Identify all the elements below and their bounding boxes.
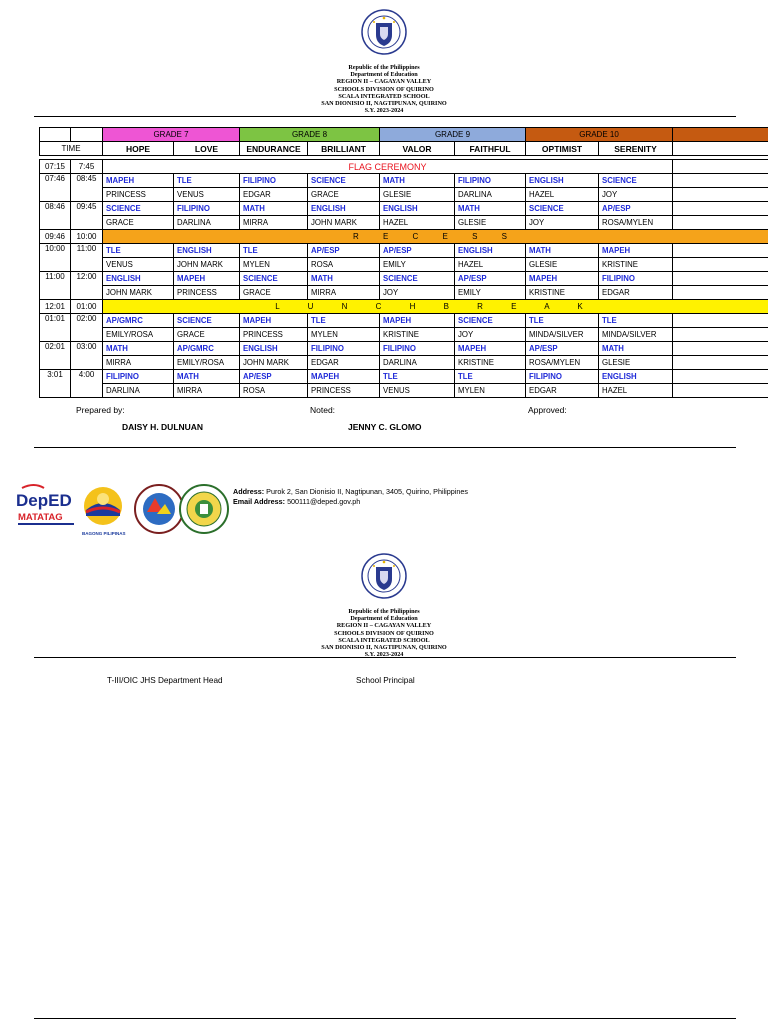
period-subject-row xyxy=(40,342,768,356)
subject-cell: MAPEH xyxy=(455,342,526,356)
teacher-cell: DARLINA xyxy=(174,216,240,230)
teacher-cell: ROSA/MYLEN xyxy=(526,356,599,370)
subject-cell: MATH xyxy=(599,342,673,356)
period-start: 01:01 xyxy=(40,314,71,342)
teacher-cell: MINDA/SILVER xyxy=(526,328,599,342)
period-subject-row xyxy=(40,244,768,258)
period-start: 07:15 xyxy=(40,160,71,174)
teacher-cell: GRACE xyxy=(103,216,174,230)
lunch-row xyxy=(40,300,768,314)
subject-cell: TLE xyxy=(455,370,526,384)
period-end: 03:00 xyxy=(71,342,103,370)
teacher-cell: VENUS xyxy=(380,384,455,398)
teacher-cell: PRINCESS xyxy=(174,286,240,300)
lh-school: SCALA INTEGRATED SCHOOL xyxy=(338,636,430,644)
email-label: Email Address: xyxy=(233,496,286,506)
subject-cell: MAPEH xyxy=(103,174,174,188)
teacher-cell: DARLINA xyxy=(380,356,455,370)
section-header: HOPE xyxy=(103,142,174,156)
letterhead-top xyxy=(0,9,768,114)
period-subject-row xyxy=(40,272,768,286)
grade-header-row xyxy=(40,128,768,142)
header-rule xyxy=(34,116,736,117)
teacher-cell: VENUS xyxy=(103,258,174,272)
subject-cell: MATH xyxy=(380,174,455,188)
period-teacher-row xyxy=(40,328,768,342)
subject-cell: FILIPINO xyxy=(240,174,308,188)
period-start: 02:01 xyxy=(40,342,71,370)
subject-cell: MAPEH xyxy=(599,244,673,258)
lh-division: SCHOOLS DIVISION OF QUIRINO xyxy=(334,629,434,637)
subject-cell: MATH xyxy=(455,202,526,216)
subject-cell: FILIPINO xyxy=(526,370,599,384)
lh-region: REGION II – CAGAYAN VALLEY xyxy=(336,622,432,630)
teacher-cell: KRISTINE xyxy=(599,258,673,272)
lh-republic: Republic of the Philippines xyxy=(348,608,420,615)
period-end: 7:45 xyxy=(71,160,103,174)
footer-contact xyxy=(233,487,468,506)
period-end: 4:00 xyxy=(71,370,103,398)
teacher-cell: EMILY/ROSA xyxy=(174,356,240,370)
period-teacher-row xyxy=(40,356,768,370)
lh-school-year: S.Y. 2023-2024 xyxy=(364,651,404,659)
recess-row xyxy=(40,230,768,244)
subject-cell: MAPEH xyxy=(526,272,599,286)
teacher-cell: GLESIE xyxy=(455,216,526,230)
lh-school: SCALA INTEGRATED SCHOOL xyxy=(338,92,430,100)
subject-cell: MATH xyxy=(174,370,240,384)
teacher-cell: DARLINA xyxy=(455,188,526,202)
section-header: BRILLIANT xyxy=(308,142,380,156)
subject-cell: SCIENCE xyxy=(455,314,526,328)
teacher-cell: EMILY xyxy=(380,258,455,272)
address-value: Purok 2, San Dionisio II, Nagtipunan, 3405, Quirino, Philippines xyxy=(266,487,468,496)
subject-cell: TLE xyxy=(599,314,673,328)
subject-cell: FILIPINO xyxy=(380,342,455,356)
footer-rule-page-two xyxy=(34,1018,736,1019)
lh-republic: Republic of the Philippines xyxy=(348,64,420,71)
recess-label: R E C E S S xyxy=(103,230,768,244)
school-seal-logo xyxy=(180,485,228,533)
teacher-cell: MYLEN xyxy=(308,328,380,342)
teacher-cell: PRINCESS xyxy=(103,188,174,202)
subject-cell: MATH xyxy=(103,342,174,356)
teacher-cell: MYLEN xyxy=(455,384,526,398)
period-end: 12:00 xyxy=(71,272,103,300)
period-end: 02:00 xyxy=(71,314,103,342)
header-rule-page-two xyxy=(34,657,736,658)
bagong-pilipinas-logo xyxy=(82,487,126,536)
subject-cell: AP/GMRC xyxy=(103,314,174,328)
teacher-cell: EMILY/ROSA xyxy=(103,328,174,342)
subject-cell: TLE xyxy=(308,314,380,328)
period-start: 12:01 xyxy=(40,300,71,314)
lh-department: Department of Education xyxy=(350,71,418,79)
deped-seal-icon xyxy=(361,9,407,55)
period-start: 11:00 xyxy=(40,272,71,300)
noted-label: Noted: xyxy=(310,405,336,415)
teacher-cell: GLESIE xyxy=(380,188,455,202)
subject-cell: MAPEH xyxy=(174,272,240,286)
subject-cell: MATH xyxy=(308,272,380,286)
subject-cell: FILIPINO xyxy=(103,370,174,384)
teacher-cell: JOHN MARK xyxy=(308,216,380,230)
subject-cell: AP/ESP xyxy=(240,370,308,384)
teacher-cell: KRISTINE xyxy=(455,356,526,370)
subject-cell: SCIENCE xyxy=(526,202,599,216)
teacher-cell: GRACE xyxy=(174,328,240,342)
teacher-cell: MIRRA xyxy=(103,356,174,370)
period-teacher-row xyxy=(40,258,768,272)
subject-cell: SCIENCE xyxy=(308,174,380,188)
period-teacher-row xyxy=(40,216,768,230)
deped-matatag-logo xyxy=(16,485,74,525)
period-teacher-row xyxy=(40,188,768,202)
section-header: LOVE xyxy=(174,142,240,156)
teacher-cell: EDGAR xyxy=(308,356,380,370)
grade-8-header: GRADE 8 xyxy=(240,128,380,142)
period-start: 08:46 xyxy=(40,202,71,230)
teacher-cell: GRACE xyxy=(308,188,380,202)
deped-logo-text: DepED xyxy=(16,491,72,510)
teacher-cell: ROSA xyxy=(240,384,308,398)
grade-10-header-extension xyxy=(673,128,768,142)
subject-cell: ENGLISH xyxy=(455,244,526,258)
subject-cell: MAPEH xyxy=(308,370,380,384)
lh-region: REGION II – CAGAYAN VALLEY xyxy=(336,78,432,86)
period-subject-row xyxy=(40,174,768,188)
subject-cell: SCIENCE xyxy=(103,202,174,216)
class-schedule-table xyxy=(39,127,768,398)
subject-cell: TLE xyxy=(240,244,308,258)
teacher-cell: PRINCESS xyxy=(240,328,308,342)
period-teacher-row xyxy=(40,384,768,398)
period-start: 3:01 xyxy=(40,370,71,398)
teacher-cell: KRISTINE xyxy=(526,286,599,300)
teacher-cell: KRISTINE xyxy=(380,328,455,342)
subject-cell: FILIPINO xyxy=(174,202,240,216)
subject-cell: TLE xyxy=(103,244,174,258)
footer-rule xyxy=(34,447,736,448)
period-end: 10:00 xyxy=(71,230,103,244)
subject-cell: SCIENCE xyxy=(174,314,240,328)
approved-label: Approved: xyxy=(528,405,567,415)
time-header: TIME xyxy=(40,142,103,156)
subject-cell: ENGLISH xyxy=(240,342,308,356)
lh-school-year: S.Y. 2023-2024 xyxy=(364,107,404,115)
prepared-by-name: DAISY H. DULNUAN xyxy=(122,422,204,432)
prepared-by-label: Prepared by: xyxy=(76,405,125,415)
teacher-cell: PRINCESS xyxy=(308,384,380,398)
grade-7-header: GRADE 7 xyxy=(103,128,240,142)
lh-division: SCHOOLS DIVISION OF QUIRINO xyxy=(334,85,434,93)
subject-cell: AP/ESP xyxy=(308,244,380,258)
teacher-cell: ROSA xyxy=(308,258,380,272)
teacher-cell: JOY xyxy=(380,286,455,300)
section-header: VALOR xyxy=(380,142,455,156)
teacher-cell: EMILY xyxy=(455,286,526,300)
subject-cell: MATH xyxy=(526,244,599,258)
period-subject-row xyxy=(40,314,768,328)
subject-cell: ENGLISH xyxy=(103,272,174,286)
teacher-cell: DARLINA xyxy=(103,384,174,398)
division-seal-logo xyxy=(135,485,183,533)
period-subject-row xyxy=(40,202,768,216)
subject-cell: ENGLISH xyxy=(526,174,599,188)
period-end: 11:00 xyxy=(71,244,103,272)
subject-cell: AP/ESP xyxy=(526,342,599,356)
teacher-cell: JOHN MARK xyxy=(240,356,308,370)
grade-9-header: GRADE 9 xyxy=(380,128,526,142)
teacher-cell: HAZEL xyxy=(380,216,455,230)
deped-seal-icon xyxy=(361,553,407,599)
teacher-cell: GLESIE xyxy=(599,356,673,370)
period-end: 09:45 xyxy=(71,202,103,230)
subject-cell: TLE xyxy=(526,314,599,328)
lh-address: SAN DIONISIO II, NAGTIPUNAN, QUIRINO xyxy=(321,644,447,652)
teacher-cell: MYLEN xyxy=(240,258,308,272)
bagong-pilipinas-text: BAGONG PILIPINAS xyxy=(82,531,126,536)
matatag-logo-text: MATATAG xyxy=(18,512,63,523)
noted-title: School Principal xyxy=(356,676,415,685)
period-subject-row xyxy=(40,370,768,384)
subject-cell: ENGLISH xyxy=(308,202,380,216)
subject-cell: ENGLISH xyxy=(599,370,673,384)
period-start: 10:00 xyxy=(40,244,71,272)
section-header: FAITHFUL xyxy=(455,142,526,156)
noted-name: JENNY C. GLOMO xyxy=(348,422,422,432)
subject-cell: MAPEH xyxy=(380,314,455,328)
teacher-cell: HAZEL xyxy=(599,384,673,398)
prepared-by-title: T-III/OIC JHS Department Head xyxy=(107,676,223,685)
footer-logos xyxy=(14,482,229,538)
subject-cell: AP/ESP xyxy=(380,244,455,258)
section-header: ENDURANCE xyxy=(240,142,308,156)
teacher-cell: MIRRA xyxy=(240,216,308,230)
section-header: OPTIMIST xyxy=(526,142,599,156)
teacher-cell: MIRRA xyxy=(308,286,380,300)
lunch-break-label: L U N C H B R E A K xyxy=(103,300,768,314)
subject-cell: FILIPINO xyxy=(455,174,526,188)
grade-10-header: GRADE 10 xyxy=(526,128,673,142)
period-end: 01:00 xyxy=(71,300,103,314)
subject-cell: MATH xyxy=(240,202,308,216)
lh-address: SAN DIONISIO II, NAGTIPUNAN, QUIRINO xyxy=(321,100,447,108)
subject-cell: ENGLISH xyxy=(174,244,240,258)
subject-cell: MAPEH xyxy=(240,314,308,328)
teacher-cell: EDGAR xyxy=(599,286,673,300)
subject-cell: SCIENCE xyxy=(240,272,308,286)
period-teacher-row xyxy=(40,286,768,300)
email-value: 500111@deped.gov.ph xyxy=(287,496,361,506)
subject-cell: FILIPINO xyxy=(599,272,673,286)
teacher-cell: MINDA/SILVER xyxy=(599,328,673,342)
address-label: Address: xyxy=(233,487,265,496)
subject-cell: ENGLISH xyxy=(380,202,455,216)
teacher-cell: GRACE xyxy=(240,286,308,300)
section-header: SERENITY xyxy=(599,142,673,156)
teacher-cell: ROSA/MYLEN xyxy=(599,216,673,230)
teacher-cell: VENUS xyxy=(174,188,240,202)
teacher-cell: EDGAR xyxy=(240,188,308,202)
teacher-cell: EDGAR xyxy=(526,384,599,398)
teacher-cell: JOHN MARK xyxy=(103,286,174,300)
teacher-cell: HAZEL xyxy=(526,188,599,202)
section-header-row xyxy=(40,142,768,156)
subject-cell: TLE xyxy=(380,370,455,384)
letterhead-page-two xyxy=(0,553,768,658)
subject-cell: SCIENCE xyxy=(599,174,673,188)
period-start: 09:46 xyxy=(40,230,71,244)
subject-cell: AP/ESP xyxy=(599,202,673,216)
subject-cell: TLE xyxy=(174,174,240,188)
teacher-cell: JOY xyxy=(599,188,673,202)
subject-cell: SCIENCE xyxy=(380,272,455,286)
teacher-cell: HAZEL xyxy=(455,258,526,272)
teacher-cell: JOY xyxy=(526,216,599,230)
subject-cell: FILIPINO xyxy=(308,342,380,356)
period-end: 08:45 xyxy=(71,174,103,202)
teacher-cell: MIRRA xyxy=(174,384,240,398)
subject-cell: AP/ESP xyxy=(455,272,526,286)
flag-ceremony-label: FLAG CEREMONY xyxy=(103,160,673,174)
teacher-cell: JOY xyxy=(455,328,526,342)
period-start: 07:46 xyxy=(40,174,71,202)
flag-ceremony-row xyxy=(40,160,768,174)
lh-department: Department of Education xyxy=(350,615,418,623)
subject-cell: AP/GMRC xyxy=(174,342,240,356)
teacher-cell: JOHN MARK xyxy=(174,258,240,272)
teacher-cell: GLESIE xyxy=(526,258,599,272)
